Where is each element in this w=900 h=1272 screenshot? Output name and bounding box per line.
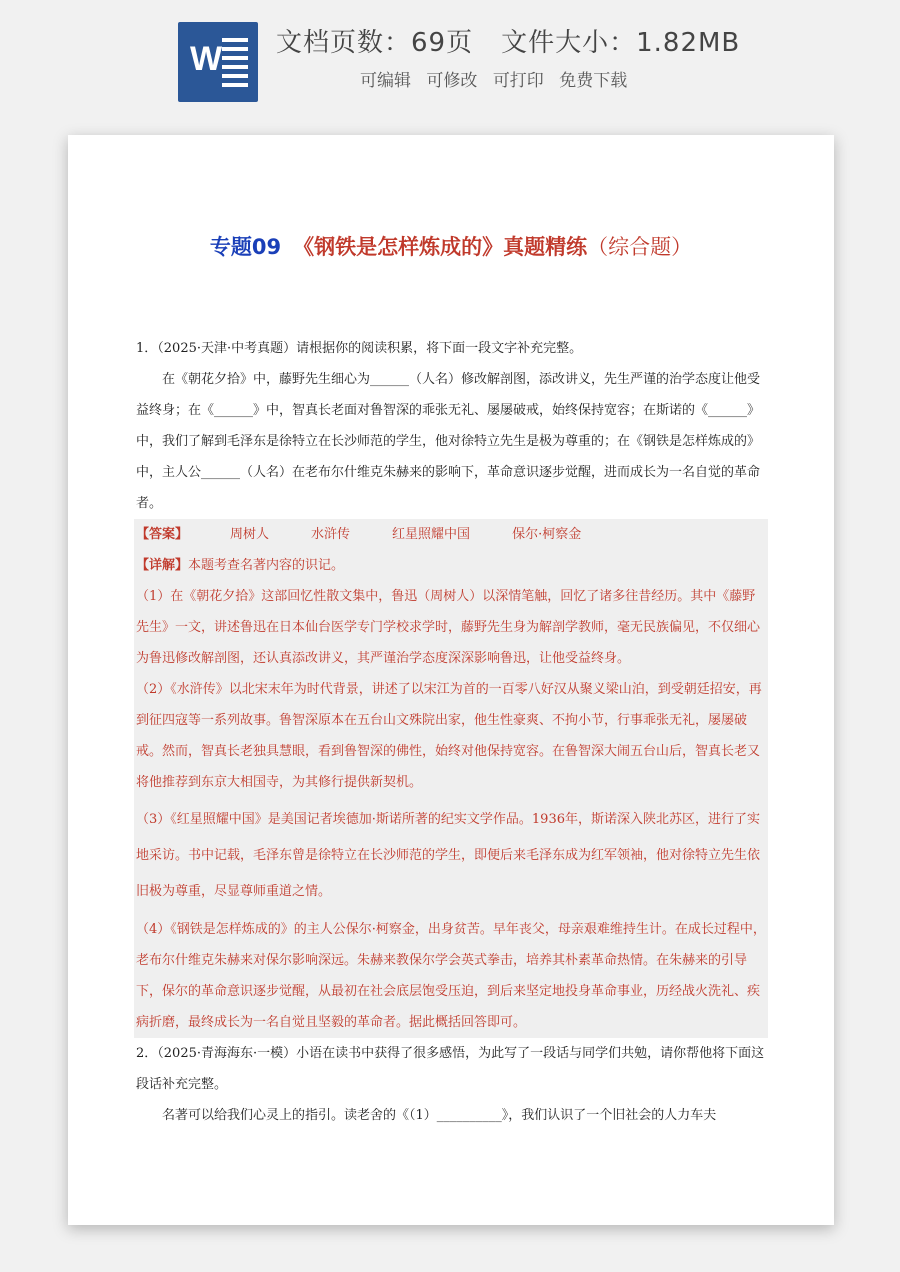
feature-printable: 可打印: [492, 71, 544, 91]
word-icon-letter: W: [190, 40, 223, 78]
detail-paragraph-4: （4）《钢铁是怎样炼成的》的主人公保尔·柯察金，出身贫苦。早年丧父，母亲艰难维持生计。在成长过程中，老布尔什维克朱赫来对保尔影响深远。朱赫来教保尔学会英式拳击，培养其朴素革命热情。在朱赫来的引导下，保尔的革命意识逐步觉醒，从最初在社会底层饱受压迫，到后来坚定地投身革命事业，历经战火洗礼、疾病折磨，最终成长为一名自觉且坚毅的革命者。据此概括回答即可。: [136, 922, 766, 1030]
title-suffix: （综合题）: [587, 235, 693, 259]
detail-line: [136, 550, 766, 581]
title-main: 《钢铁是怎样炼成的》真题精练: [293, 235, 588, 259]
title-prefix: 专题09: [209, 235, 282, 259]
doc-title: [68, 231, 834, 261]
question-1-passage: 在《朝花夕拾》中，藤野先生细心为______（人名）修改解剖图，添改讲义，先生严谨的治学态度让他受益终身；在《______》中，智真长老面对鲁智深的乖张无礼、屡屡破戒，始终保持宽容；在斯诺的《______》中，我们了解到毛泽东是徐特立在长沙师范的学生，他对徐特立先生是极为尊重的；在《钢铁是怎样炼成的》中，主人公______（人名）在老布尔什维克朱赫来的影响下，革命意识逐步觉醒，进而成长为一名自觉的革命者。: [136, 372, 761, 511]
page-count: 文档页数：69页: [276, 28, 474, 58]
word-document-icon: [178, 22, 258, 102]
answer-2: 水浒传: [311, 527, 351, 542]
feature-list: [360, 66, 637, 91]
detail-paragraph-1: （1）在《朝花夕拾》这部回忆性散文集中，鲁迅（周树人）以深情笔触，回忆了诸多往昔经历。其中《藤野先生》一文，讲述鲁迅在日本仙台医学专门学校求学时，藤野先生身为解剖学教师，毫无民族偏见，不仅细心为鲁迅修改解剖图，还认真添改讲义，其严谨治学态度深深影响鲁迅，让他受益终身。: [136, 589, 761, 666]
answer-1: 周树人: [230, 527, 270, 542]
document-page: [68, 135, 834, 1225]
doc-meta: [276, 22, 740, 59]
answer-line: [136, 519, 766, 550]
file-size: 文件大小：1.82MB: [501, 28, 741, 58]
answer-label: 【答案】: [136, 527, 189, 542]
detail-label: 【详解】: [136, 558, 189, 573]
detail-paragraph-3: （3）《红星照耀中国》是美国记者埃德加·斯诺所著的纪实文学作品。1936年，斯诺深入陕北苏区，进行了实地采访。书中记载，毛泽东曾是徐特立在长沙师范的学生，即便后来毛泽东成为红军领袖，他对徐特立先生依旧极为尊重，尽显尊师重道之情。: [136, 812, 761, 899]
question-2-passage: 名著可以给我们心灵上的指引。读老舍的《（1）__________》，我们认识了一个旧社会的人力车夫: [162, 1108, 717, 1123]
feature-free-download: 免费下载: [559, 71, 628, 91]
question-1-stem: 1．（2025·天津·中考真题）请根据你的阅读积累，将下面一段文字补充完整。: [136, 341, 583, 356]
detail-paragraph-2: （2）《水浒传》以北宋末年为时代背景，讲述了以宋江为首的一百零八好汉从聚义梁山泊，到受朝廷招安，再到征四寇等一系列故事。鲁智深原本在五台山文殊院出家，他生性豪爽、不拘小节，行事乖张无礼，屡屡破戒。然而，智真长老独具慧眼，看到鲁智深的佛性，始终对他保持宽容。在鲁智深大闹五台山后，智真长老又将他推荐到东京大相国寺，为其修行提供新契机。: [136, 682, 762, 790]
doc-content: [136, 333, 766, 1131]
detail-intro: 本题考查名著内容的识记。: [188, 558, 345, 573]
feature-editable: 可编辑: [360, 71, 411, 91]
answer-3: 红星照耀中国: [392, 527, 471, 542]
answer-4: 保尔·柯察金: [512, 527, 582, 542]
feature-modifiable: 可修改: [426, 71, 478, 91]
word-icon-lines: [222, 38, 248, 92]
question-2-stem: 2．（2025·青海海东·一模）小语在读书中获得了很多感悟，为此写了一段话与同学们共勉，请你帮他将下面这段话补充完整。: [136, 1046, 765, 1092]
answer-block: [134, 519, 768, 1038]
